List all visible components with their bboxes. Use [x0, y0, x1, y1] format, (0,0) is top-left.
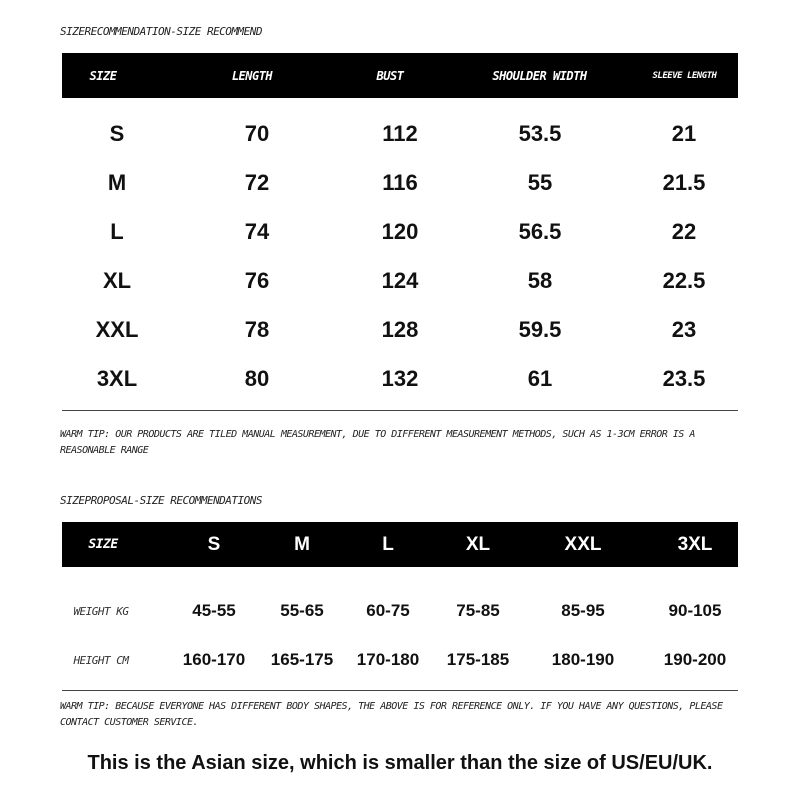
table-divider	[62, 410, 738, 411]
size-warm-tip: WARM TIP: BECAUSE EVERYONE HAS DIFFERENT BODY SHAPES, THE ABOVE IS FOR REFERENCE ONLY. IF YOU HAVE ANY QUESTIONS, PLEASE CONTACT CUSTOMER SERVICE.	[60, 701, 723, 728]
header-bust: BUST	[376, 68, 404, 83]
size-cell: 3XL	[96, 365, 138, 391]
table-row	[62, 596, 738, 626]
header-size: SIZE	[89, 68, 117, 83]
height-xl: 175-185	[446, 650, 510, 669]
height-label: HEIGHT CM	[73, 653, 129, 667]
sleeve-cell: 23	[671, 316, 697, 342]
header-size-m: M	[294, 533, 310, 555]
bust-cell: 128	[381, 316, 419, 342]
size-cell: XXL	[95, 316, 139, 342]
length-cell: 74	[244, 218, 270, 244]
length-cell: 76	[244, 267, 270, 293]
header-length: LENGTH	[231, 68, 273, 83]
table-row	[62, 645, 738, 675]
size-recommend-title: SIZERECOMMENDATION-SIZE RECOMMEND	[60, 25, 263, 38]
weight-s: 45-55	[192, 601, 236, 620]
size-cell: XL	[102, 267, 132, 293]
length-cell: 70	[244, 120, 270, 146]
table-row	[62, 256, 738, 305]
weight-xxl: 85-95	[561, 601, 605, 620]
size-cell: S	[109, 120, 125, 146]
sleeve-cell: 21.5	[662, 169, 706, 195]
table-divider	[62, 690, 738, 691]
length-cell: 78	[244, 316, 270, 342]
sleeve-cell: 22	[671, 218, 697, 244]
header-size-l: L	[382, 533, 394, 555]
measurement-table-header	[62, 53, 738, 98]
height-3xl: 190-200	[663, 650, 727, 669]
header-size: SIZE	[88, 537, 118, 552]
weight-label: WEIGHT KG	[73, 604, 129, 618]
header-sleeve-length: SLEEVE LENGTH	[652, 70, 717, 81]
shoulder-cell: 58	[527, 267, 553, 293]
sleeve-cell: 21	[671, 120, 697, 146]
bust-cell: 120	[381, 218, 419, 244]
height-s: 160-170	[182, 650, 246, 669]
size-cell: L	[110, 218, 124, 244]
header-size-s: S	[207, 533, 221, 555]
table-row	[62, 158, 738, 207]
table-row	[62, 305, 738, 354]
weight-xl: 75-85	[456, 601, 500, 620]
measurement-warm-tip: WARM TIP: OUR PRODUCTS ARE TILED MANUAL MEASUREMENT, DUE TO DIFFERENT MEASUREMENT METHODS, SUCH AS 1-3CM ERROR IS A REASONABLE RANGE	[60, 429, 695, 456]
weight-3xl: 90-105	[668, 601, 722, 620]
shoulder-cell: 56.5	[518, 218, 562, 244]
shoulder-cell: 61	[527, 365, 553, 391]
bust-cell: 112	[382, 120, 418, 146]
asian-size-notice: This is the Asian size, which is smaller than the size of US/EU/UK.	[87, 752, 713, 774]
length-cell: 72	[244, 169, 270, 195]
sleeve-cell: 23.5	[662, 365, 706, 391]
size-proposal-title: SIZEPROPOSAL-SIZE RECOMMENDATIONS	[60, 494, 263, 507]
table-row	[62, 207, 738, 256]
height-xxl: 180-190	[551, 650, 615, 669]
length-cell: 80	[244, 365, 270, 391]
size-proposal-header	[62, 522, 738, 567]
sleeve-cell: 22.5	[662, 267, 706, 293]
shoulder-cell: 55	[527, 169, 553, 195]
header-shoulder-width: SHOULDER WIDTH	[492, 68, 587, 83]
weight-l: 60-75	[366, 601, 410, 620]
height-l: 170-180	[356, 650, 420, 669]
size-cell: M	[107, 169, 127, 195]
bust-cell: 132	[381, 365, 419, 391]
bust-cell: 124	[381, 267, 419, 293]
bust-cell: 116	[382, 169, 418, 195]
table-row	[62, 109, 738, 158]
shoulder-cell: 53.5	[518, 120, 562, 146]
height-m: 165-175	[270, 650, 334, 669]
shoulder-cell: 59.5	[518, 316, 562, 342]
header-size-xxl: XXL	[564, 533, 602, 555]
header-size-3xl: 3XL	[677, 533, 713, 555]
table-row	[62, 354, 738, 403]
header-size-xl: XL	[465, 533, 491, 555]
weight-m: 55-65	[280, 601, 324, 620]
